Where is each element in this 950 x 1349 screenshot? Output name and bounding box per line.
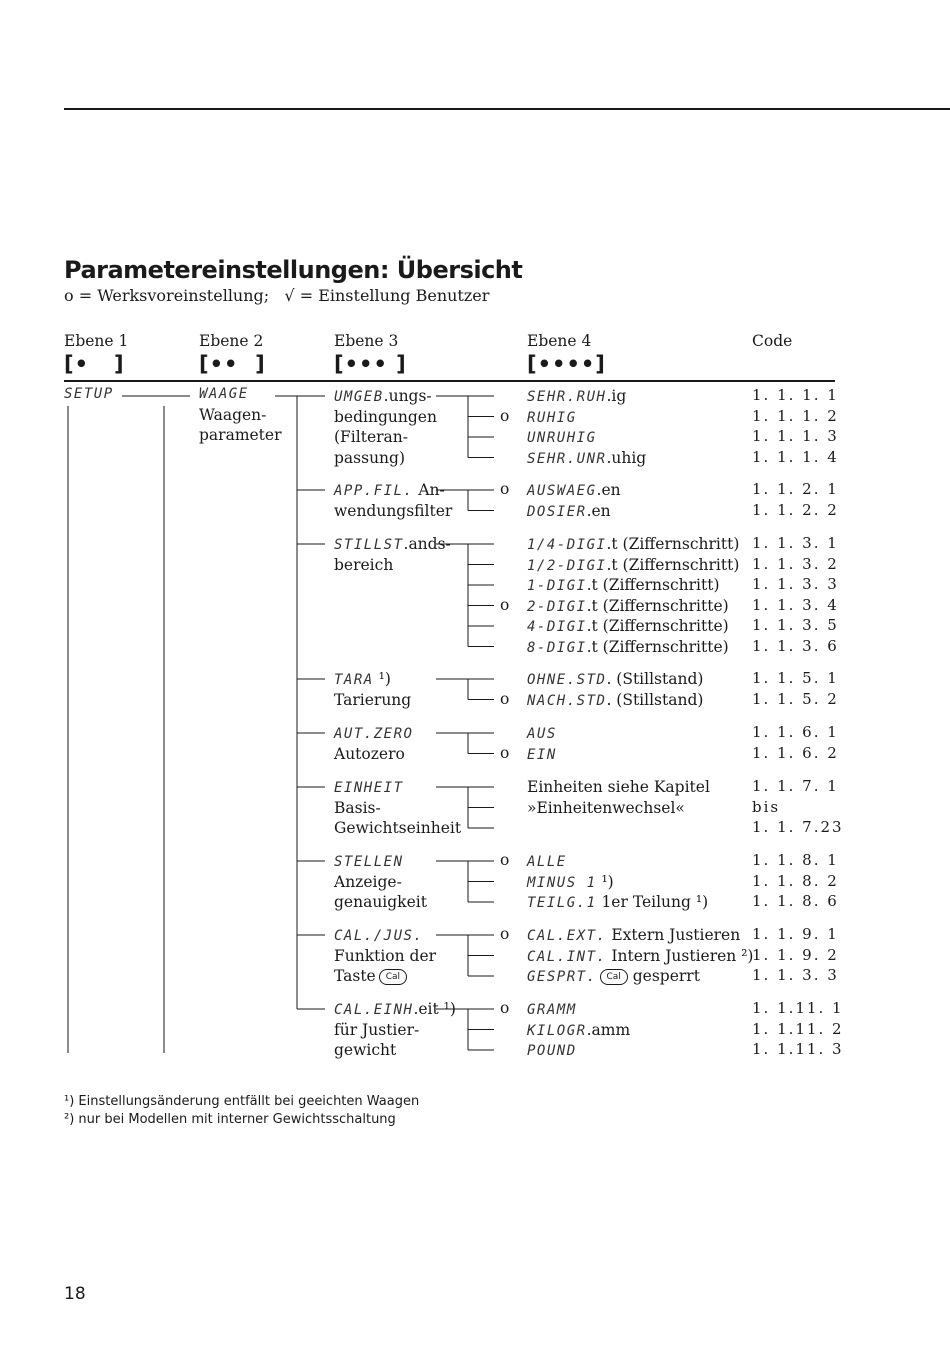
level4-text: . (Stillstand): [606, 670, 704, 688]
option-code: 1. 1. 6. 1: [752, 723, 839, 741]
header-level-2: Ebene 2: [199, 332, 264, 350]
level4-display: GESPRT.: [527, 969, 597, 985]
level4-option: [527, 872, 614, 894]
level3-label-4: [334, 723, 413, 745]
header-level-4: Ebene 4: [527, 332, 592, 350]
level3-label-2: [334, 534, 451, 556]
level3-line-3-1: Tarierung: [334, 690, 412, 709]
default-marker: o: [500, 689, 510, 708]
legend-line: o = Werksvoreinstellung; √ = Einstellung Benutzer: [64, 286, 490, 305]
level4-text: .ig: [606, 387, 627, 405]
level4-display: 8-DIGI: [527, 639, 587, 656]
level3-label-5: [334, 777, 404, 799]
default-marker: o: [500, 999, 510, 1017]
option-code: 1. 1. 8. 1: [752, 851, 839, 869]
option-code: 1. 1.11. 2: [752, 1019, 844, 1038]
level3-line-0-1: bedingungen: [334, 407, 437, 426]
page-number: 18: [64, 1284, 86, 1304]
level4-option: [527, 669, 703, 691]
option-code: 1. 1.11. 3: [752, 1040, 844, 1058]
level4-option: [527, 448, 646, 470]
level4-display: CAL.EXT.: [527, 928, 607, 944]
cal-key-icon: Cal: [379, 969, 407, 985]
option-code: 1. 1. 3. 2: [752, 554, 839, 573]
bracket-level-3: [••• ]: [334, 352, 407, 376]
option-code: 1. 1. 8. 2: [752, 871, 839, 890]
level3-text-3: ¹): [373, 670, 391, 688]
level3-label-3: [334, 669, 391, 691]
level4-option: [527, 851, 567, 873]
option-code: 1. 1. 5. 2: [752, 689, 839, 708]
default-marker: o: [500, 406, 510, 425]
level3-display-4: AUT.ZERO: [334, 726, 414, 742]
default-marker: o: [500, 925, 510, 943]
level4-display: UNRUHIG: [527, 430, 597, 446]
level3-text-2: .ands-: [403, 535, 451, 553]
footnote-2: ²) nur bei Modellen mit interner Gewichtsschaltung: [64, 1112, 396, 1127]
level4-display: AUSWAEG: [527, 483, 597, 499]
header-level-3: Ebene 3: [334, 332, 399, 350]
option-code: 1. 1. 9. 2: [752, 945, 839, 964]
level4-display: SEHR.RUH: [527, 389, 607, 405]
option-code: 1. 1. 1. 1: [752, 386, 839, 404]
level3-label-6: [334, 851, 404, 873]
level3-line-8-2: gewicht: [334, 1041, 397, 1059]
option-code: 1. 1. 3. 1: [752, 534, 839, 552]
cal-key-icon: Cal: [600, 969, 628, 985]
level4-text: 1er Teilung ¹): [596, 893, 709, 911]
level4-display: 1-DIGI: [527, 578, 587, 594]
level3-line-1-1: wendungsfilter: [334, 501, 453, 520]
level3-text-8: .eit ¹): [413, 1000, 456, 1018]
level3-display-7: CAL./JUS.: [334, 928, 424, 944]
level4-display: RUHIG: [527, 409, 577, 426]
level4-option: [527, 575, 720, 597]
level3-display-8: CAL.EINH: [334, 1002, 414, 1018]
level3-line-5-1: Basis-: [334, 798, 381, 817]
footnote-1: ¹) Einstellungsänderung entfällt bei geeichten Waagen: [64, 1094, 420, 1109]
level4-text: .t (Ziffernschritt): [606, 555, 740, 574]
level3-display-6: STELLEN: [334, 854, 404, 870]
level4-text: .t (Ziffernschritt): [606, 535, 740, 553]
default-marker: o: [500, 851, 510, 869]
level4-text: .t (Ziffernschritte): [586, 596, 729, 615]
level3-line-6-2: genauigkeit: [334, 893, 427, 911]
level4-text: .amm: [586, 1020, 631, 1039]
bracket-level-2: [•• ]: [199, 352, 266, 376]
level3-line-4-1: Autozero: [334, 744, 405, 763]
level4-display: NACH.STD: [527, 692, 607, 709]
level4-display: GRAMM: [527, 1002, 577, 1018]
level3-display-5: EINHEIT: [334, 780, 404, 796]
level4-display: MINUS 1: [527, 874, 597, 891]
level4-text: Extern Justieren: [606, 926, 741, 944]
level4-display: 4-DIGI: [527, 619, 587, 635]
level4-text: . (Stillstand): [606, 690, 704, 709]
level4-option: [527, 999, 577, 1021]
option-code: 1. 1. 3. 3: [752, 966, 839, 984]
level3-display-1: APP.FIL.: [334, 483, 414, 499]
level3-label-1: [334, 480, 445, 502]
level4-option: [527, 892, 708, 914]
level4-option: [527, 386, 626, 408]
level4-display: EIN: [527, 746, 557, 763]
level4-display: 2-DIGI: [527, 598, 587, 615]
level4-display: KILOGR: [527, 1022, 587, 1039]
level4-option: [527, 480, 621, 502]
level3-line-0-2: (Filteran-: [334, 428, 408, 446]
level3-line-0-3: passung): [334, 448, 406, 467]
level3-line-7-1: Funktion der: [334, 946, 437, 965]
level4-display: POUND: [527, 1043, 577, 1059]
option-code: 1. 1. 3. 4: [752, 595, 839, 614]
header-level-1: Ebene 1: [64, 332, 129, 350]
option-code: 1. 1. 2. 2: [752, 500, 839, 519]
level3-text-1: An-: [413, 481, 445, 499]
level4-option: [527, 946, 753, 968]
level4-text: Einheiten siehe Kapitel: [527, 778, 710, 796]
level4-display: DOSIER: [527, 503, 587, 520]
level4-display: 1/2-DIGI: [527, 557, 607, 574]
option-code: 1. 1. 6. 2: [752, 743, 839, 762]
option-code: 1. 1. 7.23: [752, 818, 844, 836]
level4-option: [527, 555, 739, 577]
level4-option: [527, 501, 611, 523]
option-code: 1. 1. 7. 1: [752, 777, 839, 795]
level4-option: [527, 744, 557, 766]
level3-display-3: TARA: [334, 672, 374, 688]
level4-option: [527, 427, 597, 449]
level4-text: .en: [596, 481, 621, 499]
level1-setup: SETUP: [64, 386, 114, 402]
level2-text-1: Waagen-: [199, 406, 267, 424]
level3-line-2-1: bereich: [334, 555, 394, 574]
option-code: 1. 1. 3. 3: [752, 575, 839, 593]
level4-display: 1/4-DIGI: [527, 537, 607, 553]
level4-text: .uhig: [606, 448, 647, 467]
option-code: 1. 1. 8. 6: [752, 892, 839, 910]
level3-label-0: [334, 386, 432, 408]
option-code: 1. 1. 9. 1: [752, 925, 839, 943]
level4-option: [527, 534, 739, 556]
option-code: 1. 1. 5. 1: [752, 669, 839, 687]
level4-display: OHNE.STD: [527, 672, 607, 688]
level4-option: [527, 798, 685, 820]
level4-option: [527, 1020, 630, 1042]
option-code: 1. 1. 2. 1: [752, 480, 839, 498]
level4-text: »Einheitenwechsel«: [527, 798, 685, 817]
bracket-level-1: [• ]: [64, 352, 125, 376]
level4-text: gesperrt: [627, 967, 700, 985]
option-code: bis: [752, 797, 781, 816]
level4-option: [527, 616, 729, 638]
level3-label-8: [334, 999, 456, 1021]
default-marker: o: [500, 743, 510, 762]
level3-line-5-2: Gewichtseinheit: [334, 819, 462, 837]
level4-text: .t (Ziffernschritt): [586, 576, 720, 594]
level4-option: [527, 690, 703, 712]
level4-text: ¹): [596, 872, 614, 891]
level3-display-0: UMGEB: [334, 389, 384, 405]
level4-text: .t (Ziffernschritte): [586, 637, 729, 656]
level4-display: AUS: [527, 726, 557, 742]
default-marker: o: [500, 480, 510, 498]
level4-option: [527, 925, 740, 947]
header-code: Code: [752, 332, 793, 350]
level3-line-8-1: für Justier-: [334, 1020, 420, 1039]
level4-display: ALLE: [527, 854, 567, 870]
option-code: 1. 1. 3. 6: [752, 636, 839, 655]
option-code: 1. 1. 1. 3: [752, 427, 839, 445]
level4-option: [527, 1040, 577, 1062]
level4-text: Intern Justieren ²): [606, 946, 754, 965]
option-code: 1. 1. 1. 2: [752, 406, 839, 425]
option-code: 1. 1.11. 1: [752, 999, 844, 1017]
level4-display: SEHR.UNR: [527, 450, 607, 467]
bracket-level-4: [••••]: [527, 352, 606, 376]
level3-label-7: [334, 925, 423, 947]
level4-text: .t (Ziffernschritte): [586, 617, 729, 635]
level4-option: [527, 637, 729, 659]
level4-display: TEILG.1: [527, 895, 597, 911]
level3-display-2: STILLST: [334, 537, 404, 553]
default-marker: o: [500, 595, 510, 614]
option-code: 1. 1. 1. 4: [752, 447, 839, 466]
level4-option: [527, 407, 577, 429]
level4-display: CAL.INT.: [527, 948, 607, 965]
level4-option: [527, 723, 557, 745]
level4-text: .en: [586, 501, 611, 520]
option-code: 1. 1. 3. 5: [752, 616, 839, 634]
page-title: Parametereinstellungen: Übersicht: [64, 256, 523, 284]
level3-line-6-1: Anzeige-: [334, 872, 402, 891]
level4-option: [527, 596, 729, 618]
level4-option: [527, 777, 710, 799]
level4-option: [527, 966, 700, 988]
level3-text-0: .ungs-: [383, 387, 432, 405]
level2-waage: WAAGE: [199, 386, 249, 402]
level3-line-7-2: [334, 966, 407, 987]
level3-key-text: Taste: [334, 967, 376, 985]
level2-text-2: parameter: [199, 426, 282, 444]
